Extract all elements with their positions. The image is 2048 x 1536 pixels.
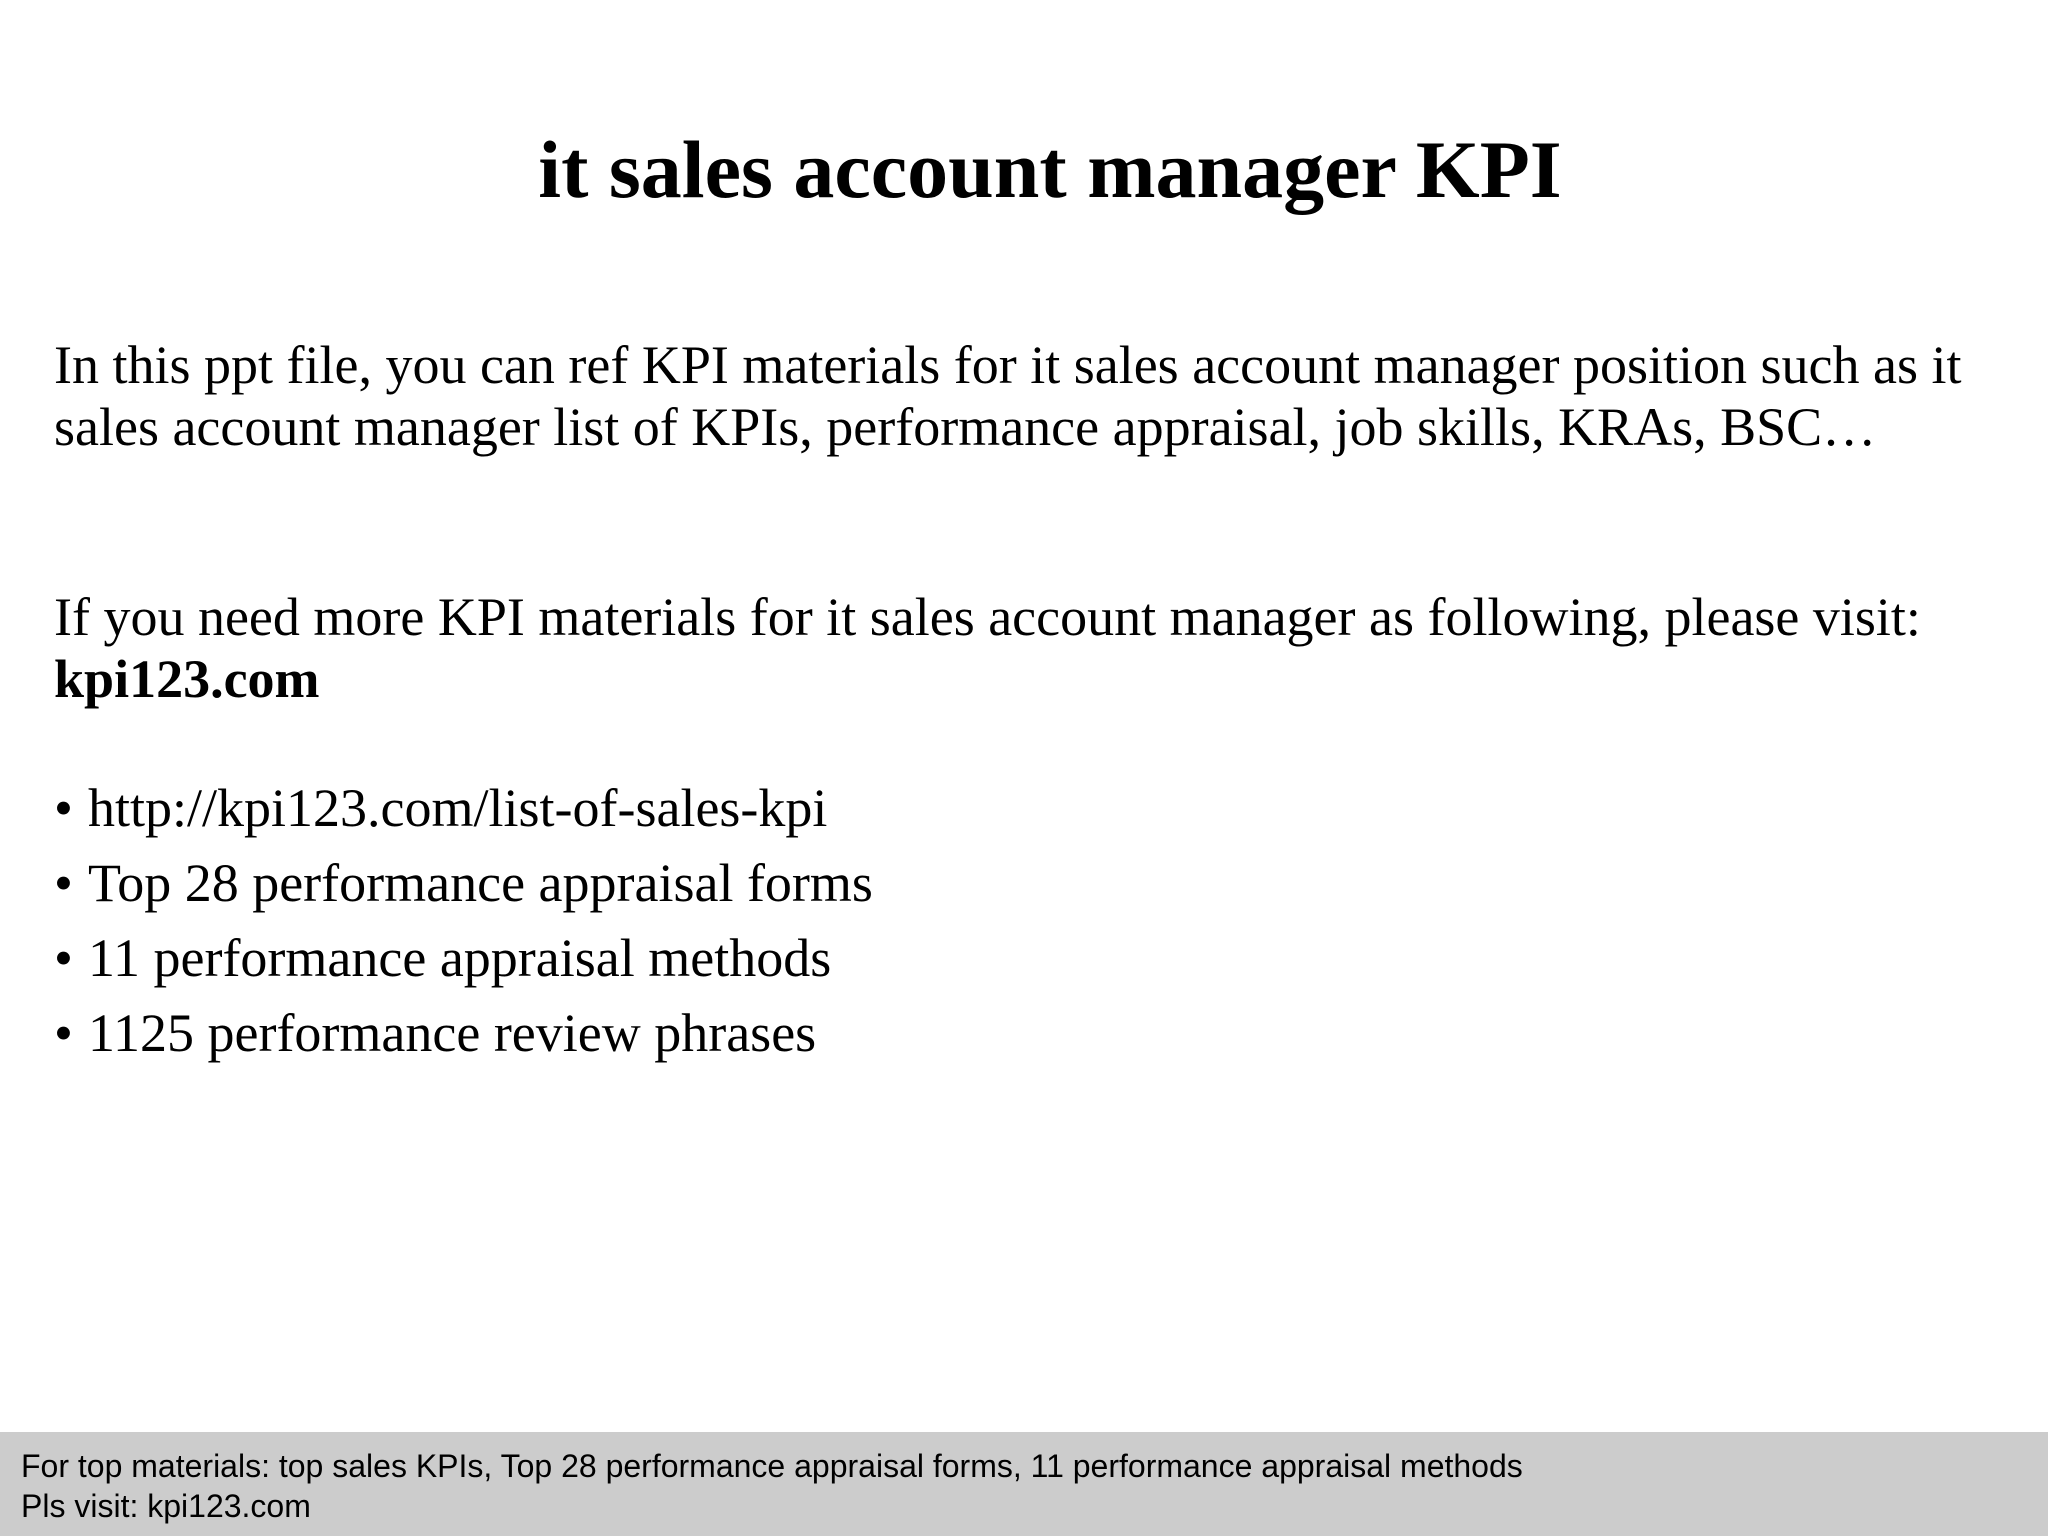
footer-line-materials: For top materials: top sales KPIs, Top 28 performance appraisal forms, 11 performance appraisal methods <box>21 1448 1523 1484</box>
bullet-icon: • <box>54 853 73 913</box>
visit-text: If you need more KPI materials for it sales account manager as following, please visit: <box>54 587 1921 647</box>
footer-banner <box>0 1432 2048 1536</box>
list-item <box>54 1000 873 1075</box>
slide-title: it sales account manager KPI <box>538 124 1562 215</box>
list-item <box>54 775 873 850</box>
list-item-text: 1125 performance review phrases <box>88 1003 817 1063</box>
list-item-text: Top 28 performance appraisal forms <box>88 853 873 913</box>
list-item-text: 11 performance appraisal methods <box>88 928 832 988</box>
bullet-icon: • <box>54 928 73 988</box>
footer-line-visit: Pls visit: kpi123.com <box>21 1488 311 1524</box>
visit-paragraph <box>54 586 2014 710</box>
materials-list <box>54 775 873 1075</box>
bullet-icon: • <box>54 1003 73 1063</box>
list-item-link[interactable]: http://kpi123.com/list-of-sales-kpi <box>88 778 828 838</box>
list-item <box>54 850 873 925</box>
visit-site-link[interactable]: kpi123.com <box>54 649 320 709</box>
intro-paragraph: In this ppt file, you can ref KPI materials for it sales account manager position such as it sales account manager list of KPIs, performance appraisal, job skills, KRAs, BSC… <box>54 335 1962 457</box>
list-item <box>54 925 873 1000</box>
bullet-icon: • <box>54 778 73 838</box>
